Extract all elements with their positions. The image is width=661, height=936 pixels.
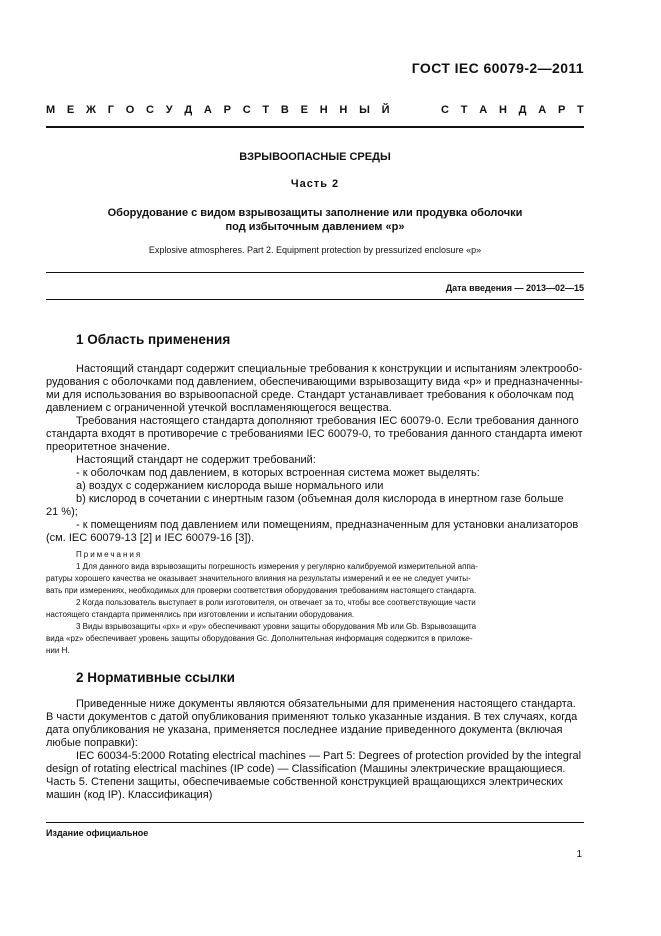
text-line: Требования настоящего стандарта дополняют требования IEC 60079-0. Если требования данного [76,415,579,427]
note-line: 1 Для данного вида взрывозащиты погрешность измерения у регулярно калибруемой измерительной аппа- [76,562,478,571]
text-line: рудования с оболочками под давлением, обеспечивающими взрывозащиту вида «р» и предназначенны- [46,376,583,388]
note-line: 3 Виды взрывозащиты «px» и «py» обеспечивают уровни защиты оборудования Mb или Gb. Взрывозащита [76,622,477,631]
heading-letter: А [479,104,488,116]
heading-letter: М [46,104,56,116]
text-line: Настоящий стандарт содержит специальные требования к конструкции и испытаниям электрообо- [76,363,583,375]
page-number: 1 [576,849,582,860]
heading-letter: Д [518,104,527,116]
heading-letter: Н [339,104,348,116]
text-line: (см. IEC 60079-13 [2] и IEC 60079-16 [3]). [46,532,255,544]
note-line: нии Н. [46,646,70,655]
interstate-standard-heading [46,104,584,116]
note-2 [46,597,584,621]
text-line: преоритетное значение. [46,441,170,453]
footer-rule [46,822,584,823]
text-line: Настоящий стандарт не содержит требований: [76,454,316,466]
date-of-introduction: Дата введения — 2013—02—15 [445,283,584,293]
heading-letter: Г [107,104,114,116]
document-part: Часть 2 [290,178,340,190]
text-line: 21 %); [46,506,78,518]
date-rule [46,299,584,300]
document-title: ВЗРЫВООПАСНЫЕ СРЕДЫ [239,151,391,163]
document-subtitle [46,206,584,234]
note-3 [46,621,584,657]
heading-letter: Т [262,104,270,116]
note-line: ратуры хорошего качества не оказывает значительного влияния на результаты измерений и ее не следует учиты- [46,574,471,583]
text-line: Приведенные ниже документы являются обязательными для применения настоящего стандарта. [76,698,576,710]
note-line: вида «pz» обеспечивает уровень защиты оборудования Gc. Дополнительная информация содержится в приложе- [46,634,473,643]
list-item: - к оболочкам под давлением, в которых встроенная система может выделять: [76,467,480,479]
heading-letter: Ы [359,104,370,116]
note-line: 2 Когда пользователь выступает в роли изготовителя, он отвечает за то, чтобы все соответствующие части [76,598,476,607]
heading-letter: Й [381,104,390,116]
heading-letter: С [146,104,154,116]
text-line: любые поправки): [46,737,138,749]
text-line: дата опубликования не указана, применяется последнее издание приведенного документа (включая [46,724,563,736]
text-line: стандарта входят в противоречие с требованиями IEC 60079-0, то требования данного стандарта имеют [46,428,583,440]
heading-letter: Е [300,104,308,116]
list-item: b) кислород в сочетании с инертным газом (объемная доля кислорода в инертном газе больше [76,493,564,505]
subtitle-line: Оборудование с видом взрывозащиты заполнение или продувка оболочки [107,207,523,219]
heading-letter: В [280,104,289,116]
reference-line: машин (код IP). Классификация) [46,789,213,801]
heading-letter: Ж [86,104,96,116]
heading-letter: О [125,104,135,116]
heading-letter: Р [223,104,231,116]
heading-letter: Е [66,104,75,116]
list-item: - к помещениям под давлением или помещениям, предназначенным для установки анализаторов [76,519,579,531]
reference-line: IEC 60034-5:2000 Rotating electrical machines — Part 5: Degrees of protection provided by the integral [76,750,582,762]
text-line: давлением с ограниченной утечкой воспламеняющегося вещества. [46,402,392,414]
heading-letter: С [441,104,449,116]
heading-letter: Р [557,104,566,116]
subtitle-line: под избыточным давлением «р» [225,221,405,233]
note-line: вать при измерениях, необходимых для проверки соответствия оборудования требованиям настоящего стандарта. [46,586,477,595]
list-item: a) воздух с содержанием кислорода выше нормального или [76,480,384,492]
heading-letter: Т [577,104,584,116]
text-line: В части документов с датой опубликования применяют только указанные издания. В тех случаях, когда [46,711,578,723]
notes-heading: Примечания [76,550,143,559]
heading-letter: А [538,104,547,116]
word-gap [401,104,429,116]
english-title: Explosive atmospheres. Part 2. Equipment protection by pressurized enclosure «p» [148,245,482,255]
heading-letter: Д [184,104,193,116]
section-heading: 1 Область применения [76,332,231,347]
title-rule [46,272,584,273]
paragraph [46,363,584,545]
heading-letter: Н [319,104,328,116]
heading-letter: А [203,104,212,116]
text-line: ми для использования во взрывоопасной среде. Стандарт устанавливает требования к оболочкам под [46,389,574,401]
reference-line: Часть 5. Степени защиты, обеспечиваемые собственной конструкцией вращающихся электрических [46,776,563,788]
heading-letter: Н [498,104,507,116]
paragraph [46,698,584,802]
standard-id: ГОСТ IEC 60079-2—2011 [411,60,584,76]
section-heading: 2 Нормативные ссылки [76,670,235,685]
heading-letter: Т [460,104,468,116]
official-edition: Издание официальное [46,828,149,838]
reference-line: design of rotating electrical machines (IP code) — Classification (Машины электрические вращающиеся. [46,763,566,775]
heading-letter: У [165,104,173,116]
heading-letter: С [242,104,251,116]
note-1 [46,561,584,597]
header-rule [46,126,584,128]
note-line: настоящего стандарта применялись при изготовлении и испытании оборудования. [46,610,355,619]
